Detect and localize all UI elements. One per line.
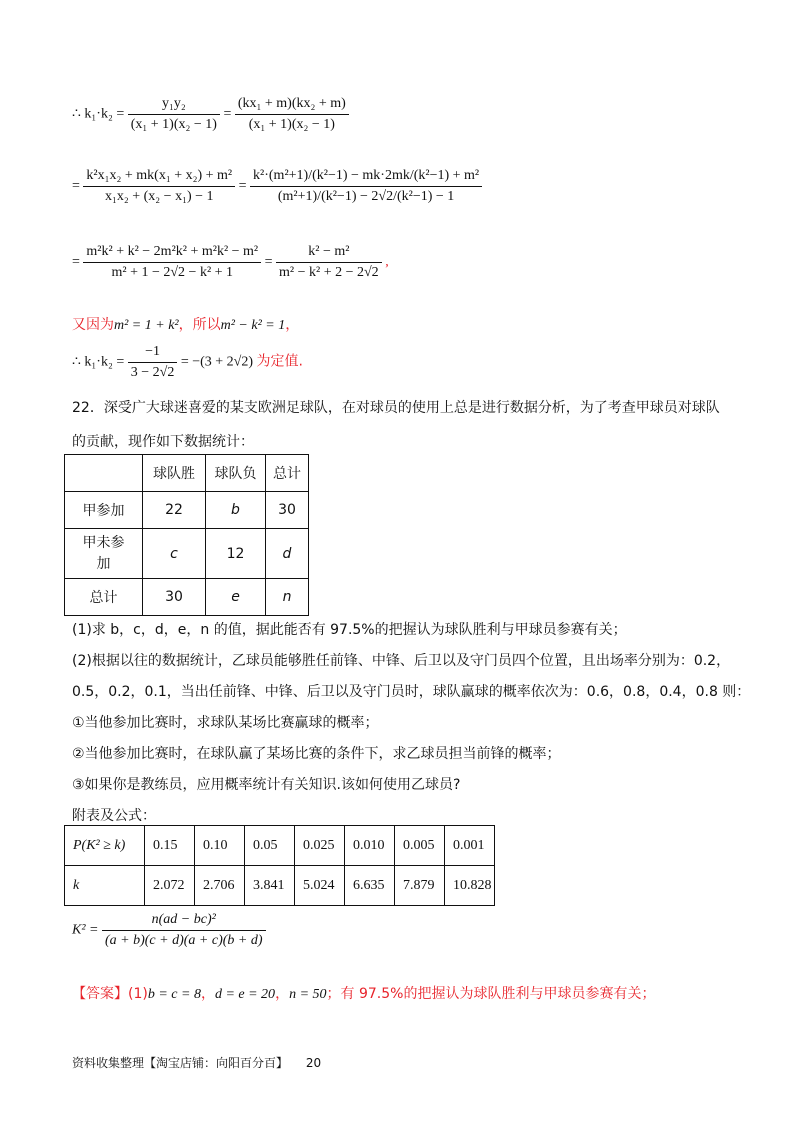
line3-fraction-2: $\frac{\text{k² − m²}}{\text{m² − k² + 2 − 2√2}}$ [276, 244, 382, 281]
footer-text: 资料收集整理【淘宝店铺：向阳百分百】 [72, 1056, 289, 1070]
line1-prefix: ∴ k₁·k₂ = [72, 106, 125, 122]
page-number: 20 [305, 1056, 322, 1070]
line1-fraction-2: $\frac{\text{(kx₁ + m)(kx₂ + m)}}{\text{(x₁ + 1)(x₂ − 1)}}$ [235, 96, 349, 133]
line2-fraction-1: $\frac{\text{k²x₁x₂ + mk(x₁ + x₂) + m²}}{\text{x₁x₂ + (x₂ − x₁) − 1}}$ [83, 168, 235, 205]
line3-suffix: , [385, 254, 389, 270]
appendix-label: 附表及公式： [72, 808, 156, 824]
question-line-2: 的贡献，现作如下数据统计： [72, 434, 254, 450]
line1-fraction-1: $\frac{\text{y₁y₂}}{\text{(x₁ + 1)(x₂ − 1)}}$ [128, 96, 220, 133]
sub-question-2-line-1: (2)根据以往的数据统计，乙球员能够胜任前锋、中锋、后卫以及守门员四个位置，且出场率分别为：0.2， [72, 653, 731, 669]
derivation-line-3: = $\frac{\text{m²k² + k² − 2m²k² + m²k² − m²}}{\text{m² + 1 − 2√2 − k² + 1}}$ = $\frac{\text{k² − m²}}{\text{m² − k² + 2 − 2√2}}$ , [72, 244, 389, 280]
critical-value-table [64, 825, 495, 906]
sub-question-2-line-2: 0.5，0.2，0.1，当出任前锋、中锋、后卫以及守门员时，球队赢球的概率依次为：0.6，0.8，0.4，0.8 则： [72, 684, 751, 700]
formula-fraction: $\frac{\text{n(ad − bc)²}}{(a + b)(c + d)(a + c)(b + d)}$ [102, 912, 266, 949]
table-header-row: 球队胜 球队负 总计 [65, 455, 309, 492]
final-conclusion: 为定值. [256, 353, 303, 370]
table-row: 甲参加 22 b 30 [65, 492, 309, 529]
line3-fraction-1: $\frac{\text{m²k² + k² − 2m²k² + m²k² − m²}}{\text{m² + 1 − 2√2 − k² + 1}}$ [83, 244, 261, 281]
sub-question-2a: ①当他参加比赛时，求球队某场比赛赢球的概率； [72, 715, 379, 731]
table-row: P(K² ≥ k) 0.15 0.10 0.05 0.025 0.010 0.005 0.001 [65, 826, 495, 866]
contingency-table [64, 454, 309, 616]
derivation-line-2: = $\frac{\text{k²x₁x₂ + mk(x₁ + x₂) + m²}}{\text{x₁x₂ + (x₂ − x₁) − 1}}$ = $\frac{\text{k²·(m²+1)/(k²−1) − mk·2mk/(k²−1) + m²}}{\text{(m²+1)/(k²−1) − 2√2/(k²−1) − 1}}$ [72, 168, 482, 205]
condition-note: 又因为m² = 1 + k²，所以m² − k² = 1， [72, 317, 300, 333]
final-fraction: $\frac{-1}{3 - 2√2}$ [128, 344, 178, 381]
sub-question-1: (1)求 b，c，d，e，n 的值，据此能否有 97.5%的把握认为球队胜利与甲球员参赛有关； [72, 622, 627, 638]
table-row: k 2.072 2.706 3.841 5.024 6.635 7.879 10.828 [65, 866, 495, 906]
sub-question-2b: ②当他参加比赛时，在球队赢了某场比赛的条件下，求乙球员担当前锋的概率； [72, 746, 561, 762]
table-row: 甲未参加 c 12 d [65, 529, 309, 579]
derivation-line-1: ∴ k₁·k₂ = $\frac{\text{y₁y₂}}{\text{(x₁ + 1)(x₂ − 1)}}$ = $\frac{\text{(kx₁ + m)(kx₂ + m)}}{\text{(x₁ + 1)(x₂ − 1)}}$ [72, 96, 349, 133]
question-line-1: 22．深受广大球迷喜爱的某支欧洲足球队，在对球员的使用上总是进行数据分析，为了考查甲球员对球队 [72, 400, 720, 416]
answer-tag: 【答案】 [72, 986, 128, 1002]
line2-fraction-2: $\frac{\text{k²·(m²+1)/(k²−1) − mk·2mk/(k²−1) + m²}}{\text{(m²+1)/(k²−1) − 2√2/(k²−1) − 1}}$ [250, 168, 482, 205]
table-row: 总计 30 e n [65, 579, 309, 616]
answer-line: 【答案】(1)b = c = 8，d = e = 20，n = 50；有 97.5%的把握认为球队胜利与甲球员参赛有关； [72, 986, 656, 1002]
footer [72, 1054, 321, 1071]
final-result: ∴ k₁·k₂ = $\frac{-1}{3 - 2√2}$ = −(3 + 2√2) 为定值. [72, 344, 303, 380]
sub-question-2c: ③如果你是教练员，应用概率统计有关知识.该如何使用乙球员? [72, 777, 461, 793]
chi-square-formula: K² = $\frac{\text{n(ad − bc)²}}{(a + b)(c + d)(a + c)(b + d)}$ [72, 912, 266, 949]
